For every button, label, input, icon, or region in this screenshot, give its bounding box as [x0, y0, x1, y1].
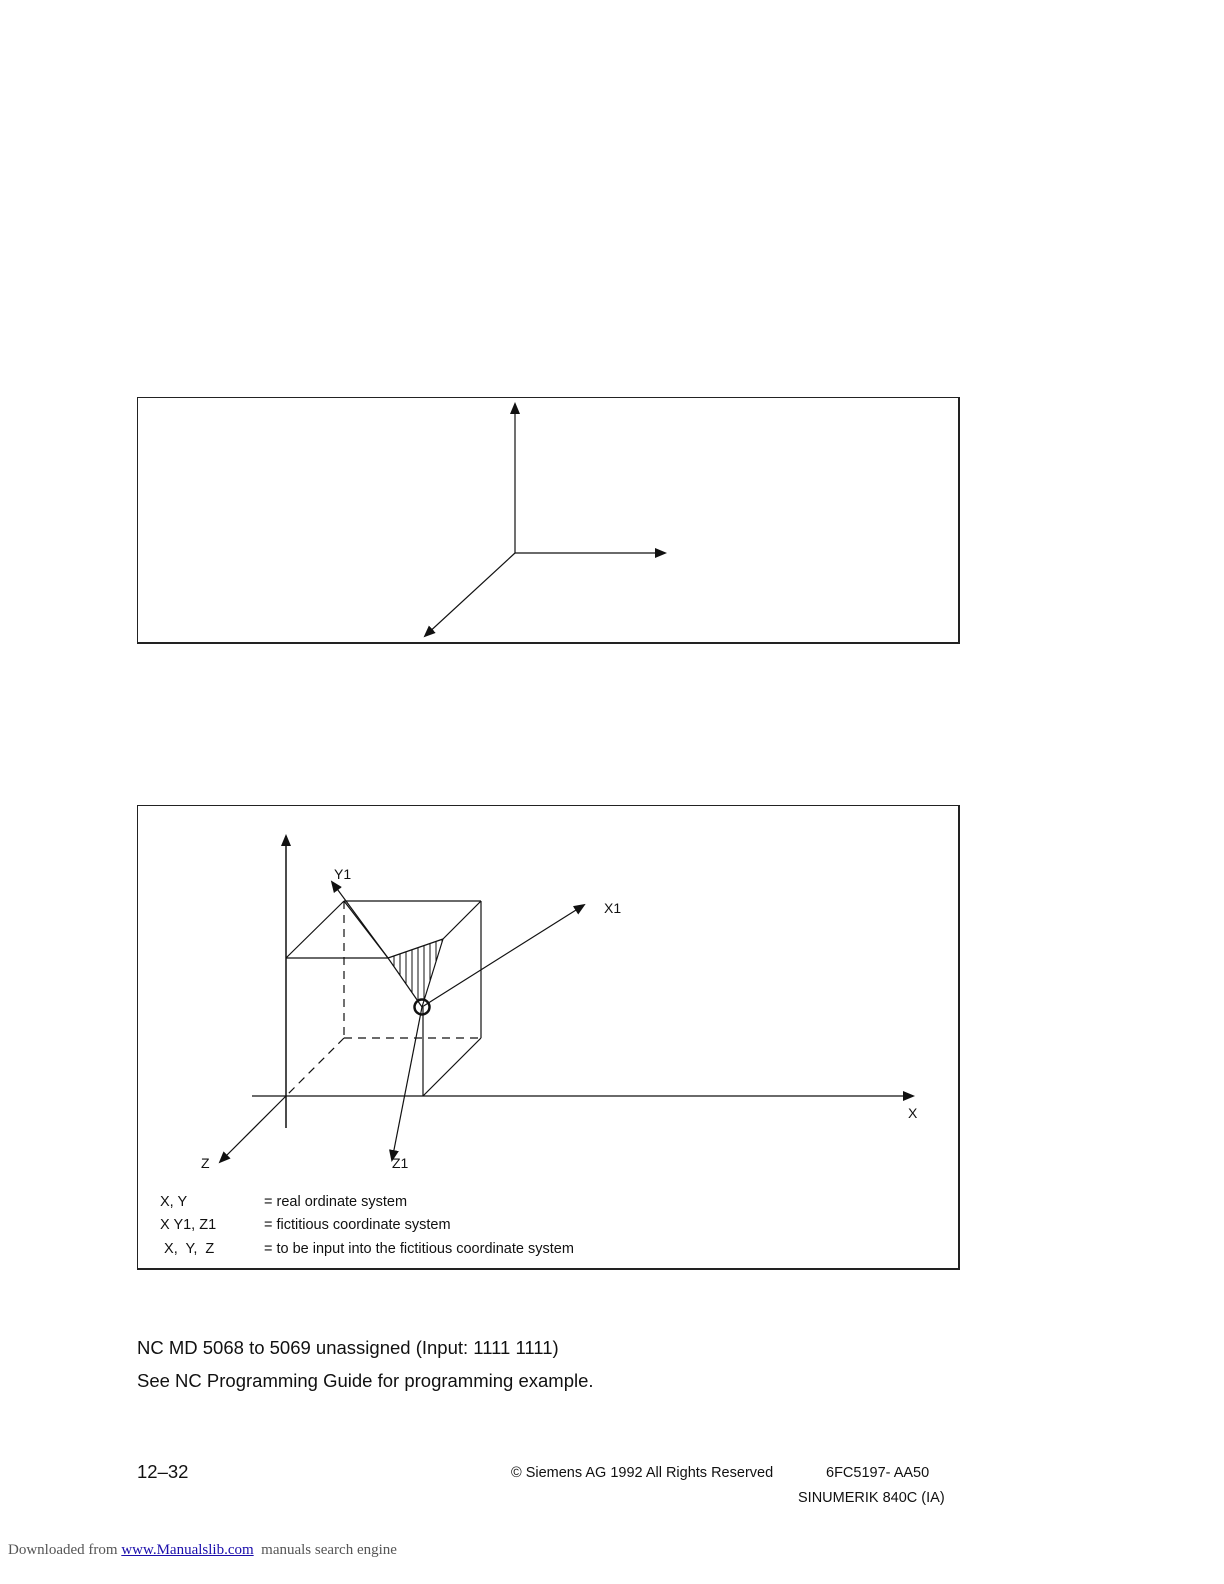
copyright-notice: © Siemens AG 1992 All Rights Reserved	[511, 1465, 774, 1481]
manualslib-link[interactable]: www.Manualslib.com	[121, 1542, 254, 1558]
watermark-prefix: Downloaded from	[8, 1542, 122, 1558]
label-x: X	[908, 1105, 918, 1121]
cube	[286, 901, 481, 1096]
fictitious-x1-axis	[422, 905, 584, 1007]
label-y1: Y1	[334, 866, 352, 882]
axes-diagram	[138, 398, 961, 645]
figure-axes-top	[137, 397, 960, 644]
legend-key: X, Y, Z	[160, 1241, 215, 1257]
page-number: 12–32	[137, 1461, 189, 1482]
legend-value: = real ordinate system	[264, 1194, 408, 1210]
fictitious-z1-axis	[392, 1007, 422, 1160]
label-x1: X1	[604, 900, 622, 916]
legend-value: = to be input into the fictitious coordinate system	[264, 1241, 574, 1257]
real-z-axis	[220, 1096, 286, 1162]
label-z1: Z1	[392, 1155, 409, 1171]
label-z: Z	[201, 1155, 210, 1171]
coordinate-systems-diagram	[138, 806, 961, 1271]
hatched-region	[394, 926, 442, 1016]
legend-value: = fictitious coordinate system	[264, 1217, 451, 1233]
order-number: 6FC5197- AA50	[826, 1465, 930, 1481]
watermark-suffix: manuals search engine	[253, 1542, 397, 1558]
download-watermark	[8, 1542, 397, 1559]
z-axis-arrow	[425, 553, 515, 636]
body-line-unassigned: NC MD 5068 to 5069 unassigned (Input: 1111 1111)	[137, 1337, 559, 1358]
product-name: SINUMERIK 840C (IA)	[798, 1490, 945, 1506]
figure-coordinate-systems	[137, 805, 960, 1270]
body-line-programming-guide: See NC Programming Guide for programming example.	[137, 1370, 594, 1391]
fictitious-y1-axis	[332, 882, 388, 958]
legend-key: X, Y	[160, 1194, 188, 1210]
legend-key: X Y1, Z1	[160, 1217, 217, 1233]
